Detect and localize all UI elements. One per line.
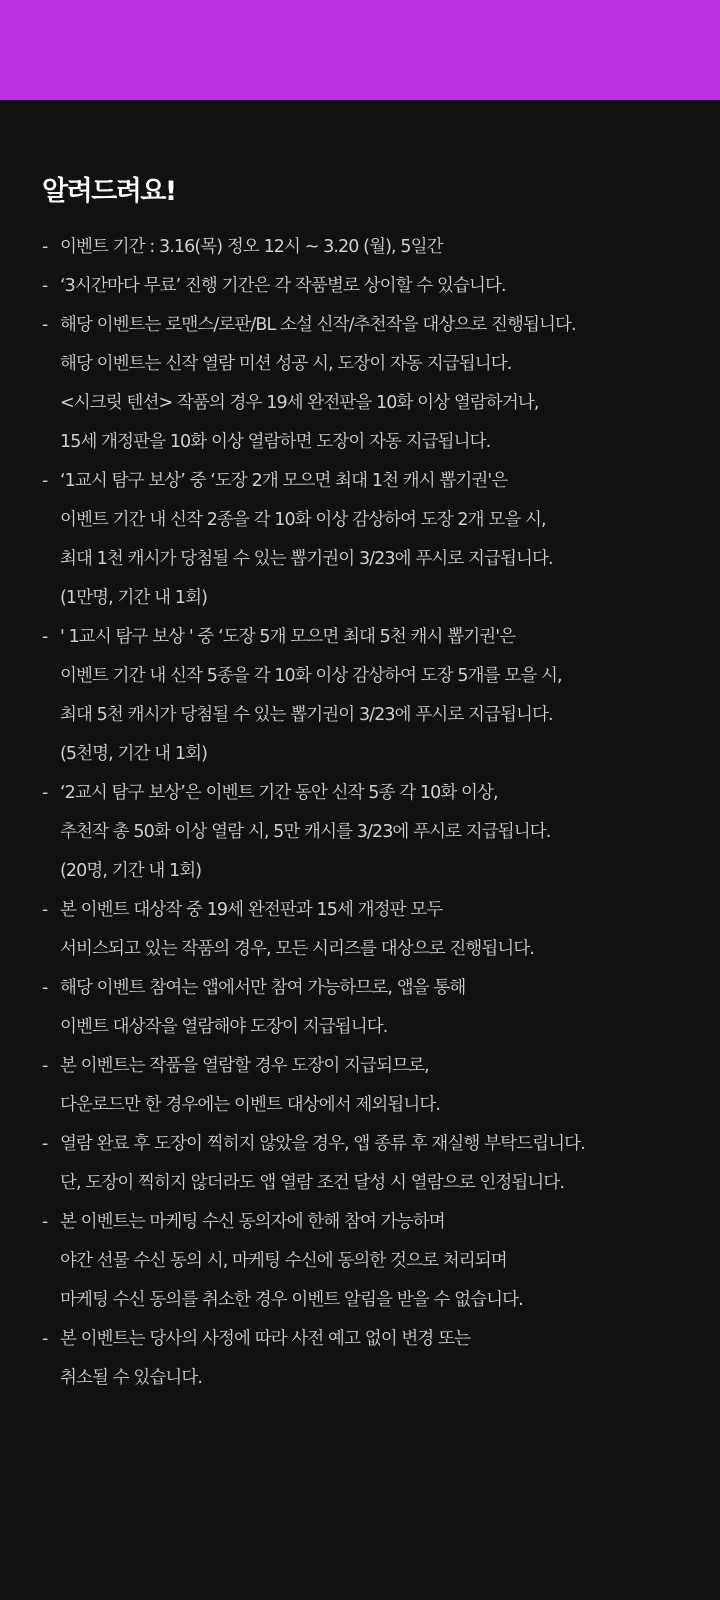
notice-bullet-dash: - — [42, 627, 48, 647]
notice-item-line: 해당 이벤트는 로맨스/로판/BL 소설 신작/추천작을 대상으로 진행됩니다. — [60, 315, 576, 335]
notice-bullet-dash: - — [42, 1056, 48, 1076]
notice-item — [42, 1047, 712, 1125]
notice-bullet-dash: - — [42, 900, 48, 920]
notice-item-line: ‘3시간마다 무료’ 진행 기간은 각 작품별로 상이할 수 있습니다. — [60, 276, 506, 296]
notice-item — [42, 267, 712, 306]
notice-bullet-dash: - — [42, 1329, 48, 1349]
notice-item-line: 이벤트 대상작을 열람해야 도장이 지급됩니다. — [60, 1017, 388, 1037]
notice-item — [42, 1203, 712, 1320]
notice-item-line: ‘2교시 탐구 보상’은 이벤트 기간 동안 신작 5종 각 10화 이상, — [60, 783, 498, 803]
notice-item-line: 이벤트 기간 내 신작 5종을 각 10화 이상 감상하여 도장 5개를 모을 시, — [60, 666, 562, 686]
notice-item — [42, 774, 712, 891]
notice-item-line: 본 이벤트는 마케팅 수신 동의자에 한해 참여 가능하며 — [60, 1212, 445, 1232]
notice-item — [42, 462, 712, 618]
notice-bullet-dash: - — [42, 978, 48, 998]
notice-item-line: 다운로드만 한 경우에는 이벤트 대상에서 제외됩니다. — [60, 1095, 441, 1115]
notice-bullet-dash: - — [42, 315, 48, 335]
notice-item-line: 본 이벤트는 당사의 사정에 따라 사전 예고 없이 변경 또는 — [60, 1329, 471, 1349]
notice-item — [42, 618, 712, 774]
notice-item-line: 해당 이벤트는 신작 열람 미션 성공 시, 도장이 자동 지급됩니다. — [60, 354, 512, 374]
notice-bullet-dash: - — [42, 783, 48, 803]
notice-item-line: 마케팅 수신 동의를 취소한 경우 이벤트 알림을 받을 수 없습니다. — [60, 1290, 523, 1310]
notice-item — [42, 969, 712, 1047]
notice-bullet-dash: - — [42, 1134, 48, 1154]
notice-item-line: 단, 도장이 찍히지 않더라도 앱 열람 조건 달성 시 열람으로 인정됩니다. — [60, 1173, 565, 1193]
notice-bullet-dash: - — [42, 276, 48, 296]
notice-item — [42, 228, 712, 267]
notice-item — [42, 1125, 712, 1203]
notice-item-line: 이벤트 기간 : 3.16(목) 정오 12시 ~ 3.20 (월), 5일간 — [60, 237, 443, 257]
notice-item-line: 추천작 총 50화 이상 열람 시, 5만 캐시를 3/23에 푸시로 지급됩니다. — [60, 822, 551, 842]
notice-bullet-dash: - — [42, 471, 48, 491]
notice-list — [42, 228, 712, 1398]
notice-item-line: (5천명, 기간 내 1회) — [60, 744, 208, 764]
notice-item — [42, 306, 712, 462]
notice-item-line: ' 1교시 탐구 보상 ' 중 ‘도장 5개 모으면 최대 5천 캐시 뽑기권'은 — [60, 627, 516, 647]
notice-title: 알려드려요! — [42, 176, 176, 207]
notice-item-line: ‘1교시 탐구 보상’ 중 ‘도장 2개 모으면 최대 1천 캐시 뽑기권'은 — [60, 471, 508, 491]
notice-bullet-dash: - — [42, 1212, 48, 1232]
notice-item — [42, 891, 712, 969]
notice-item-line: (1만명, 기간 내 1회) — [60, 588, 208, 608]
notice-item-line: <시크릿 텐션> 작품의 경우 19세 완전판을 10화 이상 열람하거나, — [60, 393, 539, 413]
notice-item-line: 15세 개정판을 10화 이상 열람하면 도장이 자동 지급됩니다. — [60, 432, 491, 452]
notice-item-line: (20명, 기간 내 1회) — [60, 861, 202, 881]
notice-bullet-dash: - — [42, 237, 48, 257]
notice-item-line: 서비스되고 있는 작품의 경우, 모든 시리즈를 대상으로 진행됩니다. — [60, 939, 535, 959]
notice-item-line: 해당 이벤트 참여는 앱에서만 참여 가능하므로, 앱을 통해 — [60, 978, 466, 998]
notice-item-line: 본 이벤트 대상작 중 19세 완전판과 15세 개정판 모두 — [60, 900, 443, 920]
notice-item-line: 본 이벤트는 작품을 열람할 경우 도장이 지급되므로, — [60, 1056, 429, 1076]
notice-item-line: 열람 완료 후 도장이 찍히지 않았을 경우, 앱 종류 후 재실행 부탁드립니다. — [60, 1134, 585, 1154]
notice-item — [42, 1320, 712, 1398]
notice-item-line: 야간 선물 수신 동의 시, 마케팅 수신에 동의한 것으로 처리되며 — [60, 1251, 507, 1271]
notice-item-line: 최대 1천 캐시가 당첨될 수 있는 뽑기권이 3/23에 푸시로 지급됩니다. — [60, 549, 553, 569]
top-banner-bar — [0, 0, 720, 100]
notice-item-line: 최대 5천 캐시가 당첨될 수 있는 뽑기권이 3/23에 푸시로 지급됩니다. — [60, 705, 553, 725]
notice-item-line: 이벤트 기간 내 신작 2종을 각 10화 이상 감상하여 도장 2개 모을 시, — [60, 510, 546, 530]
notice-item-line: 취소될 수 있습니다. — [60, 1368, 203, 1388]
